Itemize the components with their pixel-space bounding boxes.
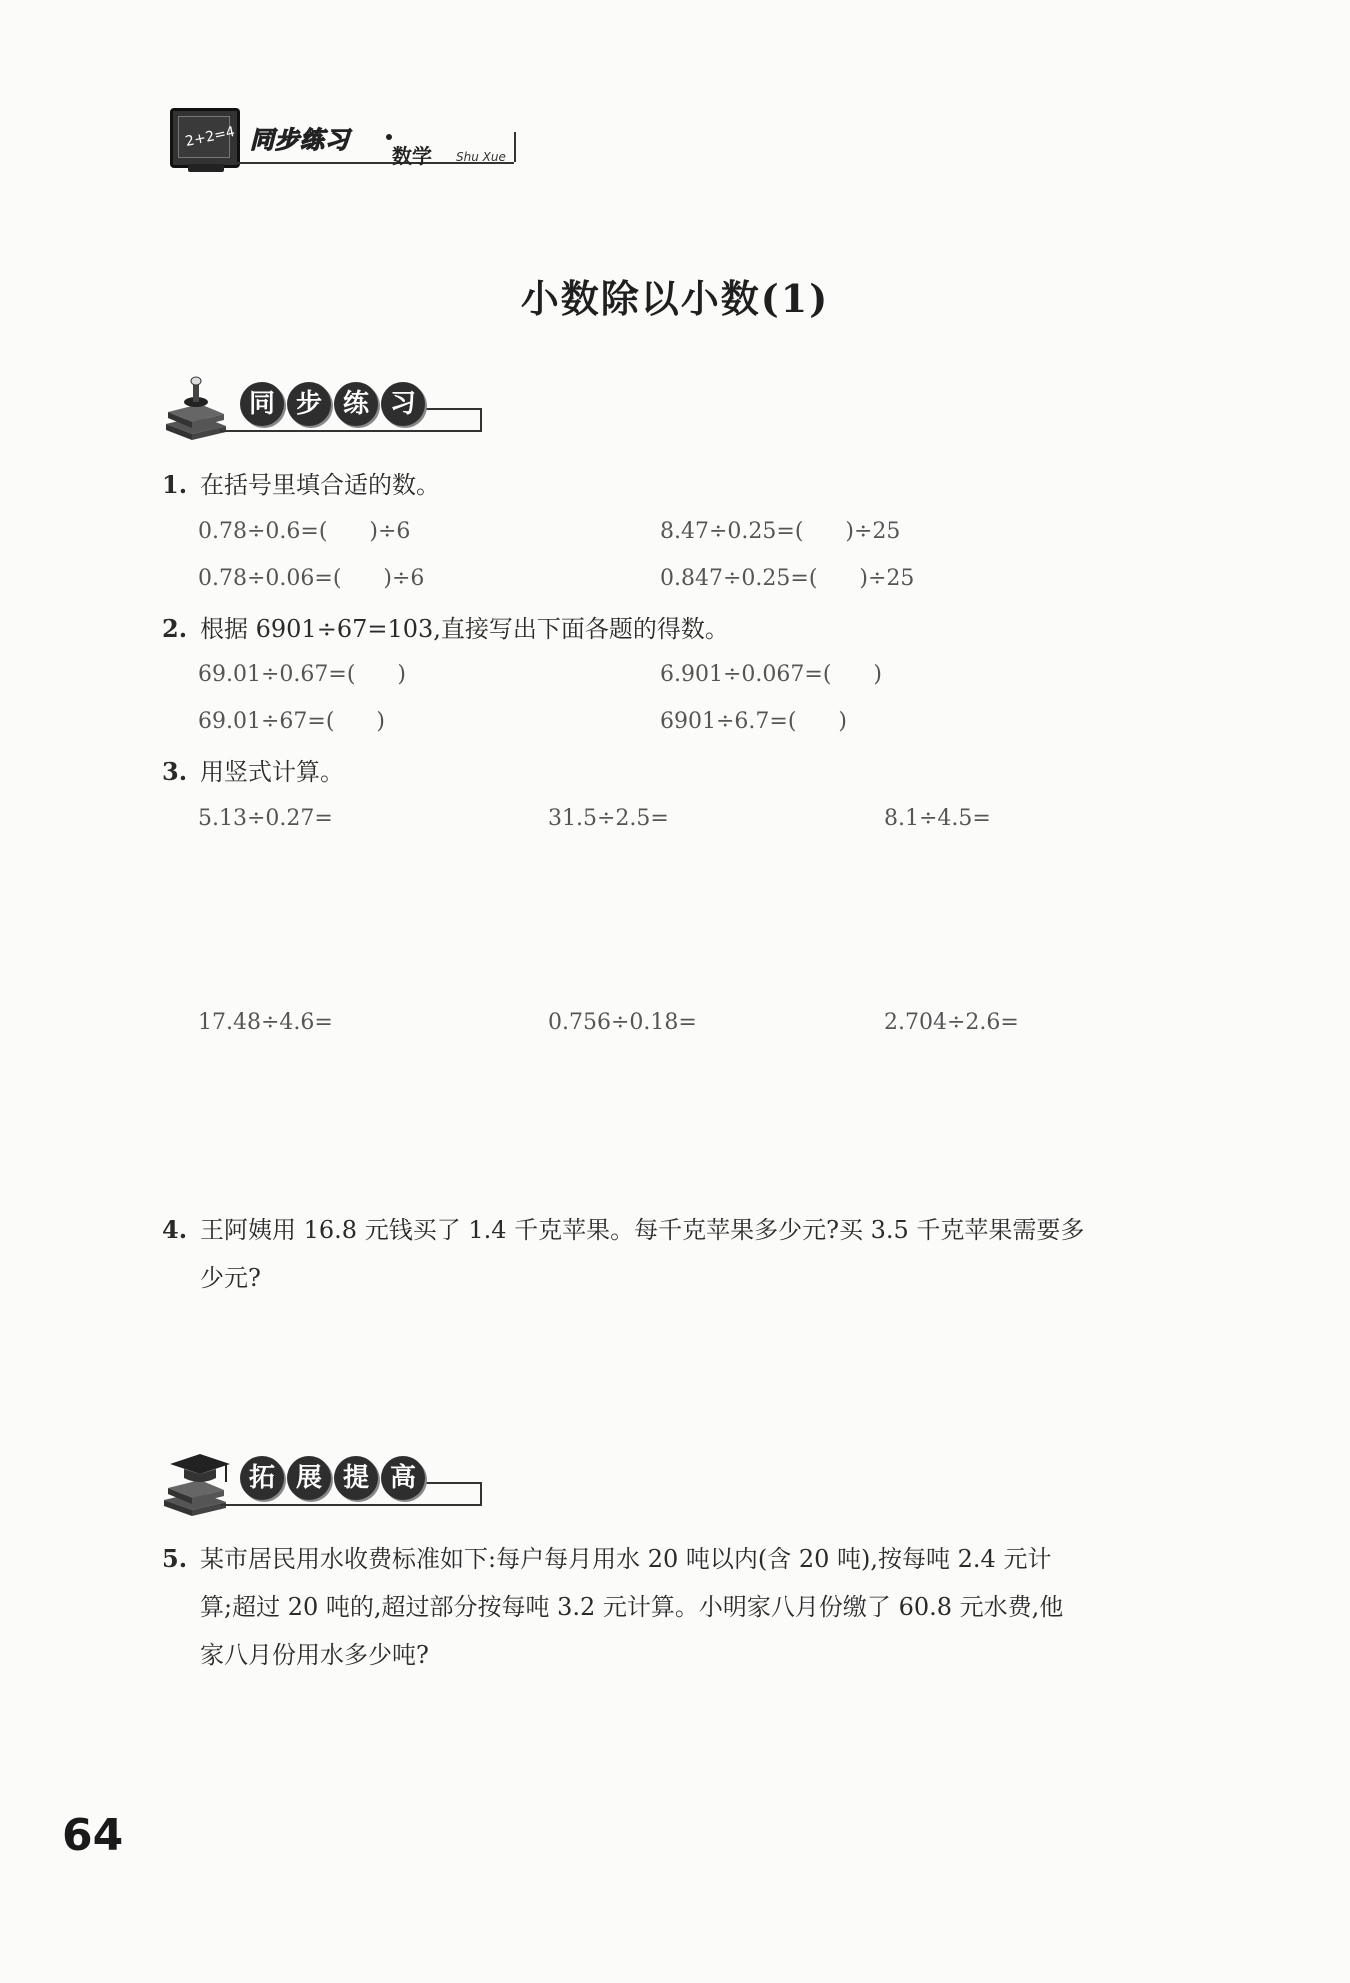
section-practice-char: 习 — [381, 382, 425, 426]
fill-blank-item: 0.78÷0.06=( )÷6 — [198, 566, 425, 591]
question-text-line: 算;超过 20 吨的,超过部分按每吨 3.2 元计算。小明家八月份缴了 60.8 元水费,他 — [200, 1593, 1064, 1621]
calculation-item: 2.704÷2.6= — [884, 1010, 1019, 1035]
section-extension-char: 展 — [287, 1456, 331, 1500]
section-practice-char: 同 — [240, 382, 284, 426]
question-number: 3. — [162, 757, 188, 786]
question-number: 1. — [162, 470, 188, 499]
section-extension-char: 拓 — [240, 1456, 284, 1500]
calculation-item: 17.48÷4.6= — [198, 1010, 333, 1035]
section-practice-badge — [160, 372, 500, 442]
question-text-line: 家八月份用水多少吨? — [200, 1641, 429, 1669]
fill-blank-item: 8.47÷0.25=( )÷25 — [660, 519, 901, 544]
question-text-line: 王阿姨用 16.8 元钱买了 1.4 千克苹果。每千克苹果多少元?买 3.5 千克苹果需要多 — [200, 1216, 1085, 1244]
calculation-item: 5.13÷0.27= — [198, 806, 333, 831]
question-text: 用竖式计算。 — [200, 758, 344, 786]
fill-blank-item: 0.847÷0.25=( )÷25 — [660, 566, 915, 591]
header-logo — [160, 92, 520, 184]
calculation-item: 31.5÷2.5= — [548, 806, 669, 831]
question-text: 在括号里填合适的数。 — [200, 471, 440, 499]
calculation-item: 8.1÷4.5= — [884, 806, 991, 831]
section-practice-char: 练 — [334, 382, 378, 426]
section-extension-char: 高 — [381, 1456, 425, 1500]
fill-blank-item: 69.01÷0.67=( ) — [198, 662, 406, 687]
page-title: 小数除以小数(1) — [520, 276, 830, 321]
question-text-line: 少元? — [200, 1264, 261, 1292]
header-pinyin: Shu Xue — [456, 150, 506, 164]
monitor-stand — [188, 164, 224, 172]
section-practice-title — [240, 382, 425, 426]
section-extension-title — [240, 1456, 425, 1500]
section-extension-badge — [160, 1446, 500, 1516]
fill-blank-item: 6.901÷0.067=( ) — [660, 662, 882, 687]
monitor-icon — [170, 108, 240, 168]
page-number: 64 — [62, 1810, 124, 1861]
question-number: 5. — [162, 1544, 188, 1573]
monitor-screen-text: 2+2=4 — [183, 123, 237, 151]
header-title: 同步练习 — [250, 126, 350, 154]
fill-blank-item: 69.01÷67=( ) — [198, 709, 385, 734]
header-subject: 数学 — [392, 144, 432, 168]
fill-blank-item: 0.78÷0.6=( )÷6 — [198, 519, 411, 544]
section-practice-char: 步 — [287, 382, 331, 426]
calculation-item: 0.756÷0.18= — [548, 1010, 697, 1035]
question-number: 2. — [162, 614, 188, 643]
question-number: 4. — [162, 1215, 188, 1244]
question-text-line: 某市居民用水收费标准如下:每户每月用水 20 吨以内(含 20 吨),按每吨 2.4 元计 — [200, 1545, 1052, 1573]
section-extension-char: 提 — [334, 1456, 378, 1500]
question-text: 根据 6901÷67=103,直接写出下面各题的得数。 — [200, 615, 729, 643]
fill-blank-item: 6901÷6.7=( ) — [660, 709, 847, 734]
